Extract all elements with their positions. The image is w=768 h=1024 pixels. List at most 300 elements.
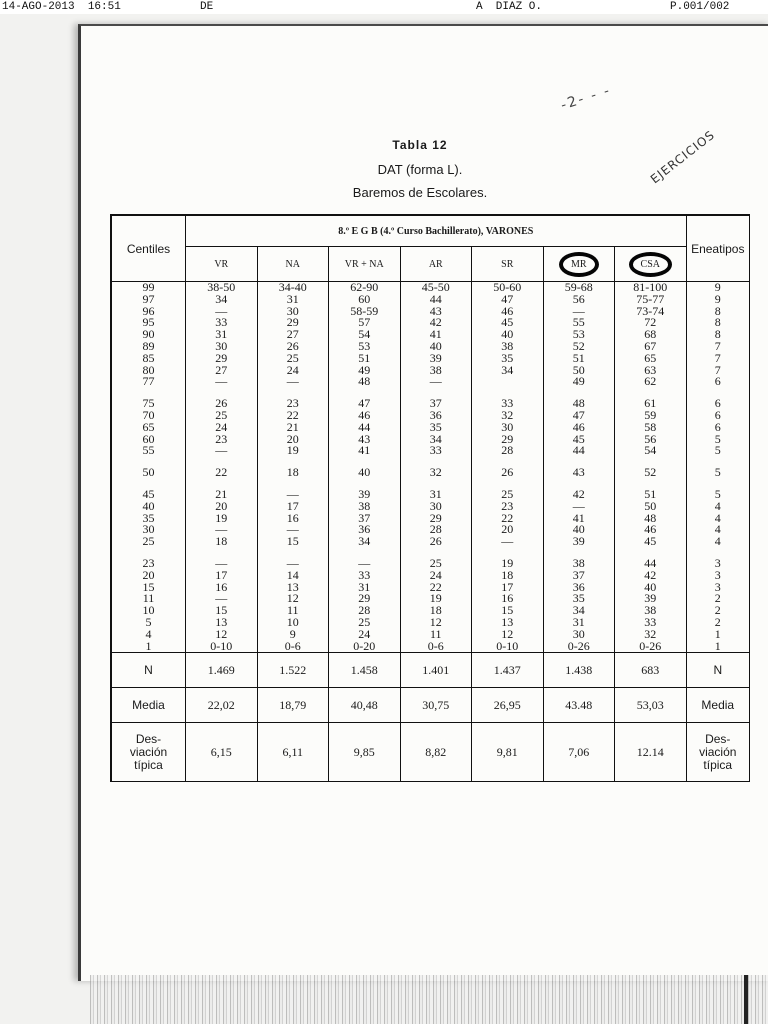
score-value: 21	[286, 419, 299, 434]
score-value: 38	[572, 555, 585, 570]
score-value: 24	[286, 362, 299, 377]
score-value: —	[286, 486, 299, 501]
stat-value: 1.401	[400, 653, 472, 688]
score-value: 54	[644, 443, 657, 458]
score-value: 20	[501, 522, 514, 537]
score-value: 32	[644, 626, 657, 641]
score-value: 39	[572, 534, 585, 549]
stat-label: Des- viación típica	[111, 723, 186, 782]
score-value: 40	[429, 338, 442, 353]
eneatipo-value: 7	[714, 338, 721, 353]
score-value: 9	[289, 626, 296, 641]
stat-value: 9,81	[472, 723, 544, 782]
score-value: 38	[429, 362, 442, 377]
stat-value: 30,75	[400, 688, 472, 723]
score-value: —	[429, 374, 442, 389]
score-value: 17	[501, 579, 514, 594]
score-value: 17	[215, 567, 228, 582]
column-header-label: SR	[501, 258, 514, 270]
score-value: 23	[286, 396, 299, 411]
stat-row	[111, 653, 750, 688]
score-value: 45	[572, 431, 585, 446]
score-value: 56	[572, 291, 585, 306]
column-header-na	[257, 247, 329, 282]
score-value: 44	[644, 555, 657, 570]
stat-value: 1.438	[543, 653, 615, 688]
eneatipo-value: 1	[714, 638, 721, 653]
score-value: 50-60	[493, 280, 522, 294]
stat-value: 1.469	[186, 653, 258, 688]
score-value: 39	[644, 591, 657, 606]
score-value: 40	[572, 522, 585, 537]
score-value: 16	[501, 591, 514, 606]
score-value: 49	[572, 374, 585, 389]
stat-value: 9,85	[329, 723, 401, 782]
score-value: 42	[429, 315, 442, 330]
score-value: 18	[429, 603, 442, 618]
column-header-label: NA	[285, 258, 300, 270]
centile-value: 15	[142, 579, 155, 594]
score-value: 58-59	[350, 303, 379, 318]
score-value	[506, 376, 509, 388]
score-value: 43	[429, 303, 442, 318]
centile-value: 60	[142, 431, 155, 446]
centile-value: 5	[145, 614, 152, 629]
stat-value: 1.522	[257, 653, 329, 688]
centile-value: 20	[142, 567, 155, 582]
score-value: 30	[501, 419, 514, 434]
centile-value: 80	[142, 362, 155, 377]
centile-data-row	[111, 282, 750, 653]
score-value: 45-50	[421, 280, 450, 294]
score-value: 34	[429, 431, 442, 446]
score-value: 19	[501, 555, 514, 570]
column-header-ar	[400, 247, 472, 282]
score-value: 0-26	[639, 638, 662, 653]
score-value: 19	[429, 591, 442, 606]
score-value: 51	[358, 350, 371, 365]
score-value: 53	[358, 338, 371, 353]
score-value: 60	[358, 291, 371, 306]
score-value: 57	[358, 315, 371, 330]
table-subtitle: Baremos de Escolares.	[352, 185, 488, 200]
column-header-label: AR	[428, 258, 443, 270]
score-value: 38	[501, 338, 514, 353]
score-value: 51	[572, 350, 585, 365]
stat-value: 6,15	[186, 723, 258, 782]
score-value: 21	[215, 486, 228, 501]
score-value: 46	[572, 419, 585, 434]
centile-value: 11	[142, 591, 155, 606]
score-value: —	[286, 374, 299, 389]
eneatipo-value: 4	[714, 510, 721, 525]
score-value: 29	[286, 315, 299, 330]
score-value: 48	[572, 396, 585, 411]
score-value: 33	[644, 614, 657, 629]
score-value: 24	[215, 419, 228, 434]
score-value: 47	[501, 291, 514, 306]
group-header: 8.º E G B (4.º Curso Bachillerato), VARONES	[186, 215, 687, 247]
score-value: 37	[358, 510, 371, 525]
score-value: 33	[215, 315, 228, 330]
score-value: 11	[429, 626, 442, 641]
table-label: Tabla 12	[392, 138, 448, 152]
score-value: 35	[501, 350, 514, 365]
score-value: 26	[286, 338, 299, 353]
score-value: 62-90	[350, 280, 379, 294]
fax-page-number: P.001/002	[670, 1, 730, 13]
score-value: 29	[358, 591, 371, 606]
eneatipo-value: 3	[714, 567, 721, 582]
centile-value: 85	[142, 350, 155, 365]
centile-value: 95	[142, 315, 155, 330]
score-column-mr	[543, 282, 615, 653]
score-value: 41	[358, 443, 371, 458]
centile-value: 35	[142, 510, 155, 525]
eneatipo-value: 4	[714, 522, 721, 537]
score-value: 40	[501, 327, 514, 342]
score-value: 54	[358, 327, 371, 342]
score-value: 52	[572, 338, 585, 353]
score-value: 23	[501, 498, 514, 513]
eneatipo-value: 6	[714, 407, 721, 422]
score-value: 34	[572, 603, 585, 618]
score-value: 58	[644, 419, 657, 434]
eneatipo-value: 5	[714, 465, 721, 480]
score-value: 61	[644, 396, 657, 411]
eneatipo-value: 7	[714, 362, 721, 377]
score-value: 33	[358, 567, 371, 582]
fax-header	[0, 0, 768, 14]
score-value: 34	[501, 362, 514, 377]
score-value: 59-68	[564, 280, 593, 294]
score-value: 48	[358, 374, 371, 389]
stat-value: 1.437	[472, 653, 544, 688]
score-value: 44	[429, 291, 442, 306]
eneatipo-value: 1	[714, 626, 721, 641]
score-value: 22	[286, 407, 299, 422]
eneatipos-column	[686, 282, 749, 653]
score-value: 52	[644, 465, 657, 480]
score-value: 25	[215, 407, 228, 422]
eneatipo-value: 7	[714, 350, 721, 365]
eneatipo-value: 5	[714, 443, 721, 458]
score-value: 30	[286, 303, 299, 318]
score-value: 42	[572, 486, 585, 501]
score-value: 15	[501, 603, 514, 618]
eneatipo-value: 3	[714, 555, 721, 570]
centile-value: 65	[142, 419, 155, 434]
column-header-label: VR + NA	[344, 258, 384, 270]
score-value: 18	[501, 567, 514, 582]
score-value: 45	[501, 315, 514, 330]
score-value: 62	[644, 374, 657, 389]
score-value: 51	[644, 486, 657, 501]
score-value: 19	[286, 443, 299, 458]
score-value: —	[215, 555, 228, 570]
score-value: 25	[286, 350, 299, 365]
column-header-label: MR	[559, 252, 599, 277]
score-value: 65	[644, 350, 657, 365]
centiles-column	[111, 282, 186, 653]
stat-row	[111, 723, 750, 782]
stat-right-label: N	[686, 653, 749, 688]
score-value: 46	[358, 407, 371, 422]
score-value: 33	[429, 443, 442, 458]
eneatipo-value: 6	[714, 396, 721, 411]
score-value: 47	[572, 407, 585, 422]
score-value: 49	[358, 362, 371, 377]
score-value: 50	[644, 498, 657, 513]
score-value: 31	[358, 579, 371, 594]
score-value: 26	[429, 534, 442, 549]
stat-value: 8,82	[400, 723, 472, 782]
eneatipo-value: 9	[714, 291, 721, 306]
score-value: 27	[286, 327, 299, 342]
centile-value: 4	[145, 626, 152, 641]
stat-value: 7,06	[543, 723, 615, 782]
score-value: 24	[358, 626, 371, 641]
stat-value: 18,79	[257, 688, 329, 723]
centile-value: 25	[142, 534, 155, 549]
stat-value: 43.48	[543, 688, 615, 723]
centile-value: 70	[142, 407, 155, 422]
score-value: 11	[286, 603, 299, 618]
column-header-vr-na	[329, 247, 401, 282]
score-value: —	[215, 303, 228, 318]
eneatipo-value: 6	[714, 374, 721, 389]
score-value: 28	[429, 522, 442, 537]
score-value: 25	[501, 486, 514, 501]
score-value: 48	[644, 510, 657, 525]
score-value: 36	[572, 579, 585, 594]
column-header-label: CSA	[629, 252, 672, 277]
stat-value: 40,48	[329, 688, 401, 723]
stat-value: 6,11	[257, 723, 329, 782]
score-value: 13	[501, 614, 514, 629]
score-value: 26	[215, 396, 228, 411]
column-header-vr	[186, 247, 258, 282]
score-value: 63	[644, 362, 657, 377]
centile-value: 55	[142, 443, 155, 458]
title-block	[330, 138, 510, 200]
stat-value: 1.458	[329, 653, 401, 688]
centile-value: 50	[142, 465, 155, 480]
score-value: 12	[215, 626, 228, 641]
score-value: 0-26	[567, 638, 590, 653]
score-value: 26	[501, 465, 514, 480]
column-header-sr	[472, 247, 544, 282]
eneatipo-value: 6	[714, 419, 721, 434]
score-value: 0-10	[210, 638, 233, 653]
test-name: DAT (forma L).	[377, 162, 463, 177]
score-value: 12	[286, 591, 299, 606]
score-value: 41	[429, 327, 442, 342]
score-value: 72	[644, 315, 657, 330]
score-value: 68	[644, 327, 657, 342]
score-value: 36	[358, 522, 371, 537]
score-value: 35	[572, 591, 585, 606]
stat-value: 53,03	[615, 688, 687, 723]
eneatipo-value: 2	[714, 591, 721, 606]
score-value: 31	[429, 486, 442, 501]
score-value: —	[215, 443, 228, 458]
centiles-header: Centiles	[111, 215, 186, 282]
score-value: 55	[572, 315, 585, 330]
score-value: —	[286, 555, 299, 570]
score-value: 27	[215, 362, 228, 377]
score-value: —	[572, 498, 585, 513]
score-value: 15	[215, 603, 228, 618]
score-value: 47	[358, 396, 371, 411]
score-value: 22	[501, 510, 514, 525]
column-header-csa	[615, 247, 687, 282]
stat-right-label: Des- viación típica	[686, 723, 749, 782]
score-column-na	[257, 282, 329, 653]
score-column-vr-na	[329, 282, 401, 653]
score-value: 28	[358, 603, 371, 618]
score-value: 17	[286, 498, 299, 513]
score-value: 45	[644, 534, 657, 549]
score-value: 43	[358, 431, 371, 446]
eneatipo-value: 8	[714, 327, 721, 342]
score-value: 23	[215, 431, 228, 446]
score-value: —	[358, 555, 371, 570]
score-value: —	[215, 374, 228, 389]
centile-value: 30	[142, 522, 155, 537]
centile-value: 89	[142, 338, 155, 353]
baremo-table	[110, 214, 750, 782]
column-header-row	[111, 247, 750, 282]
stat-value: 26,95	[472, 688, 544, 723]
score-value: 81-100	[633, 280, 668, 294]
score-value: 35	[429, 419, 442, 434]
score-value: 67	[644, 338, 657, 353]
stat-label: N	[111, 653, 186, 688]
score-value: 43	[572, 465, 585, 480]
eneatipo-value: 4	[714, 498, 721, 513]
score-value: 19	[215, 510, 228, 525]
score-value: 40	[644, 579, 657, 594]
score-value: 22	[429, 579, 442, 594]
stat-value: 683	[615, 653, 687, 688]
eneatipo-value: 8	[714, 303, 721, 318]
stat-value: 12.14	[615, 723, 687, 782]
score-value: 39	[429, 350, 442, 365]
score-column-sr	[472, 282, 544, 653]
eneatipo-value: 3	[714, 579, 721, 594]
score-value: 31	[572, 614, 585, 629]
centile-value: 1	[145, 638, 152, 653]
score-value: 29	[429, 510, 442, 525]
score-value: 0-10	[496, 638, 519, 653]
score-value: 59	[644, 407, 657, 422]
score-value: —	[286, 522, 299, 537]
score-value: 18	[286, 465, 299, 480]
score-value: 38-50	[207, 280, 236, 294]
eneatipo-value: 9	[714, 280, 721, 294]
score-value: —	[572, 303, 585, 318]
score-value: 38	[358, 498, 371, 513]
fax-de: DE	[200, 1, 214, 13]
fax-sender: A DIAZ O.	[476, 1, 543, 13]
handwritten-scribble: -2- - -	[558, 82, 614, 114]
score-value: 30	[429, 498, 442, 513]
stat-label: Media	[111, 688, 186, 723]
fax-date-time: 14-AGO-2013 16:51	[2, 1, 121, 13]
centile-value: 77	[142, 374, 155, 389]
score-value: 14	[286, 567, 299, 582]
score-value: 39	[358, 486, 371, 501]
score-value: 29	[215, 350, 228, 365]
score-value: —	[215, 591, 228, 606]
centile-value: 96	[142, 303, 155, 318]
eneatipo-value: 2	[714, 614, 721, 629]
score-value: 28	[501, 443, 514, 458]
score-value: 18	[215, 534, 228, 549]
centile-value: 97	[142, 291, 155, 306]
centile-value: 10	[142, 603, 155, 618]
score-value: 0-20	[353, 638, 376, 653]
stats-section	[111, 653, 750, 782]
eneatipo-value: 4	[714, 534, 721, 549]
eneatipos-header: Eneatipos	[686, 215, 749, 282]
score-value: 24	[429, 567, 442, 582]
score-value: 20	[286, 431, 299, 446]
score-value: 34	[358, 534, 371, 549]
centile-value: 40	[142, 498, 155, 513]
score-value: 12	[501, 626, 514, 641]
score-value: 20	[215, 498, 228, 513]
score-value: 36	[429, 407, 442, 422]
centile-value: 90	[142, 327, 155, 342]
eneatipo-value: 5	[714, 431, 721, 446]
score-value: 37	[572, 567, 585, 582]
score-value: 73-74	[636, 303, 665, 318]
score-value: 25	[358, 614, 371, 629]
eneatipo-value: 2	[714, 603, 721, 618]
score-value: 44	[358, 419, 371, 434]
score-value: 16	[286, 510, 299, 525]
score-value: 12	[429, 614, 442, 629]
score-value: 42	[644, 567, 657, 582]
score-value: —	[215, 522, 228, 537]
score-value: 44	[572, 443, 585, 458]
handwritten-note: EJERCICIOS	[647, 127, 718, 187]
score-value: 75-77	[636, 291, 665, 306]
score-value: 13	[286, 579, 299, 594]
score-value: 46	[501, 303, 514, 318]
score-column-csa	[615, 282, 687, 653]
score-value: —	[501, 534, 514, 549]
score-value: 0-6	[427, 638, 444, 653]
score-value: 34	[215, 291, 228, 306]
centile-value: 99	[142, 280, 155, 294]
score-value: 32	[429, 465, 442, 480]
score-value: 53	[572, 327, 585, 342]
score-value: 56	[644, 431, 657, 446]
score-value: 41	[572, 510, 585, 525]
score-value: 31	[286, 291, 299, 306]
stat-right-label: Media	[686, 688, 749, 723]
score-value: 34-40	[278, 280, 307, 294]
centile-value: 45	[142, 486, 155, 501]
score-value: 33	[501, 396, 514, 411]
score-value: 46	[644, 522, 657, 537]
score-column-vr	[186, 282, 258, 653]
score-value: 29	[501, 431, 514, 446]
score-value: 40	[358, 465, 371, 480]
